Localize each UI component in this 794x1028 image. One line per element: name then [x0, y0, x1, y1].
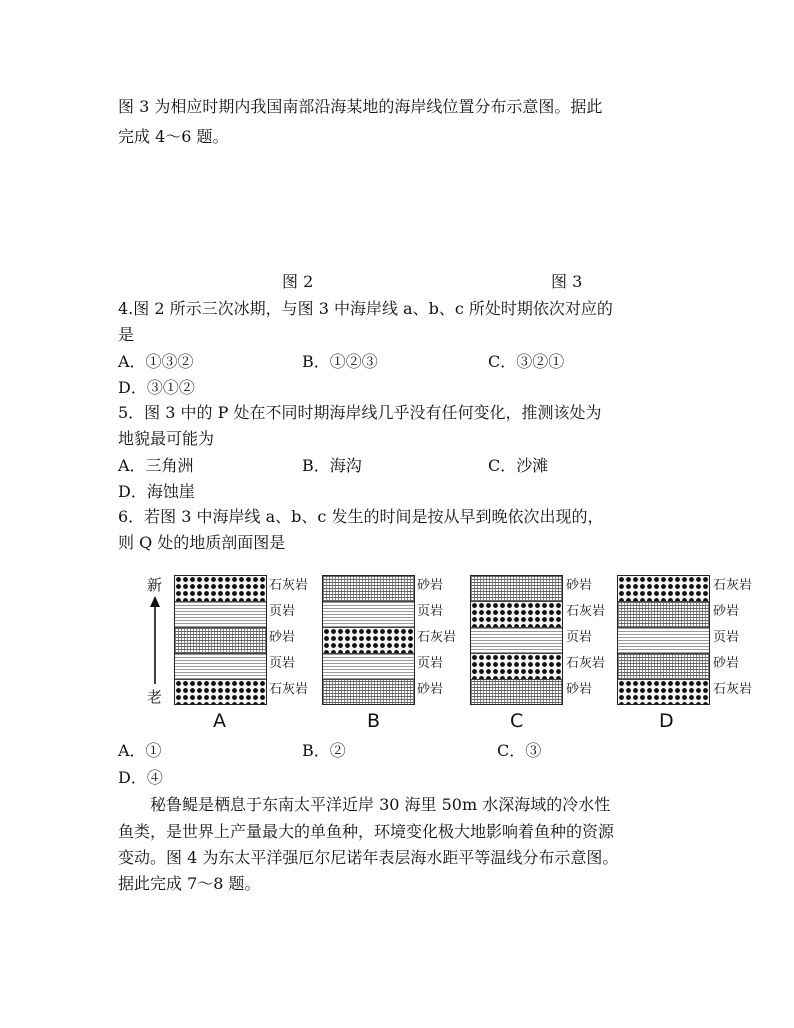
- column-a-name: A: [213, 710, 226, 732]
- column-c-layer-1: [471, 576, 562, 602]
- column-d-label-5: 石灰岩: [713, 682, 753, 697]
- column-a-label-5: 石灰岩: [269, 682, 309, 697]
- column-c-name: C: [510, 710, 524, 732]
- q5-option-d[interactable]: D．海蚀崖: [118, 482, 195, 501]
- column-d-layer-2: [618, 602, 709, 628]
- figure-2-caption: 图 2: [282, 272, 314, 291]
- axis-old-label: 老: [147, 688, 163, 706]
- intro-line-2: 完成 4～6 题。: [118, 127, 229, 146]
- passage-line-1: 秘鲁鳀是栖息于东南太平洋近岸 30 海里 50m 水深海域的冷水性: [150, 795, 611, 814]
- q6-option-a[interactable]: A．①: [118, 741, 162, 760]
- figure-3-caption: 图 3: [551, 272, 583, 291]
- column-d-label-3: 页岩: [713, 630, 740, 645]
- column-b-label-5: 砂岩: [417, 682, 444, 697]
- q6-stem-line-1: 6．若图 3 中海岸线 a、b、c 发生的时间是按从早到晚依次出现的，: [118, 507, 604, 526]
- column-a-label-3: 砂岩: [269, 630, 296, 645]
- column-b-layer-5: [323, 680, 414, 705]
- q4-stem-line-1: 4.图 2 所示三次冰期，与图 3 中海岸线 a、b、c 所处时期依次对应的: [118, 299, 613, 318]
- q4-option-d[interactable]: D．③①②: [118, 378, 195, 397]
- column-b-layer-4: [323, 654, 414, 680]
- column-b-label-3: 石灰岩: [417, 630, 457, 645]
- column-a-label-2: 页岩: [269, 604, 296, 619]
- column-a-layer-3: [175, 628, 266, 654]
- column-b-layer-2: [323, 602, 414, 628]
- column-a-layer-5: [175, 680, 266, 705]
- q4-option-a[interactable]: A．①③②: [118, 352, 194, 371]
- column-c-layer-3: [471, 628, 562, 654]
- column-d-layer-3: [618, 628, 709, 654]
- q6-option-d[interactable]: D．④: [118, 768, 163, 787]
- q4-stem-line-2: 是: [118, 325, 135, 344]
- column-d-layer-5: [618, 680, 709, 705]
- section-column-a: [174, 575, 267, 705]
- passage-line-2: 鱼类，是世界上产量最大的单鱼种，环境变化极大地影响着鱼种的资源: [118, 822, 615, 841]
- column-d-layer-1: [618, 576, 709, 602]
- age-arrow-icon: [146, 596, 166, 688]
- column-a-label-4: 页岩: [269, 656, 296, 671]
- q5-option-a[interactable]: A．三角洲: [118, 456, 194, 475]
- column-b-layer-1: [323, 576, 414, 602]
- column-d-label-1: 石灰岩: [713, 578, 753, 593]
- column-c-label-1: 砂岩: [566, 578, 593, 593]
- column-b-label-2: 页岩: [417, 604, 444, 619]
- column-d-label-4: 砂岩: [713, 656, 740, 671]
- q6-option-b[interactable]: B．②: [302, 741, 346, 760]
- column-d-layer-4: [618, 654, 709, 680]
- q4-option-b[interactable]: B．①②③: [302, 352, 378, 371]
- passage-line-3: 变动。图 4 为东太平洋强厄尔尼诺年表层海水距平等温线分布示意图。: [118, 848, 619, 867]
- column-a-layer-4: [175, 654, 266, 680]
- column-a-layer-1: [175, 576, 266, 602]
- column-c-label-2: 石灰岩: [566, 604, 606, 619]
- section-column-d: [617, 575, 710, 705]
- column-c-label-5: 砂岩: [566, 682, 593, 697]
- column-d-label-2: 砂岩: [713, 604, 740, 619]
- q6-stem-line-2: 则 Q 处的地质剖面图是: [118, 533, 286, 552]
- column-b-layer-3: [323, 628, 414, 654]
- q5-stem-line-1: 5．图 3 中的 P 处在不同时期海岸线几乎没有任何变化，推测该处为: [118, 403, 602, 422]
- column-a-layer-2: [175, 602, 266, 628]
- q6-option-c[interactable]: C．③: [497, 741, 542, 760]
- column-c-layer-5: [471, 680, 562, 705]
- column-c-layer-4: [471, 654, 562, 680]
- column-b-label-4: 页岩: [417, 656, 444, 671]
- section-column-c: [470, 575, 563, 705]
- column-a-label-1: 石灰岩: [269, 578, 309, 593]
- column-b-name: B: [367, 710, 381, 732]
- q5-stem-line-2: 地貌最可能为: [118, 429, 215, 448]
- axis-new-label: 新: [147, 576, 163, 594]
- column-b-label-1: 砂岩: [417, 578, 444, 593]
- q5-option-b[interactable]: B．海沟: [302, 456, 362, 475]
- column-c-label-4: 石灰岩: [566, 656, 606, 671]
- intro-line-1: 图 3 为相应时期内我国南部沿海某地的海岸线位置分布示意图。据此: [118, 97, 603, 116]
- passage-line-4: 据此完成 7～8 题。: [118, 874, 261, 893]
- column-d-name: D: [659, 710, 674, 732]
- section-column-b: [322, 575, 415, 705]
- q4-option-c[interactable]: C．③②①: [488, 352, 565, 371]
- column-c-layer-2: [471, 602, 562, 628]
- column-c-label-3: 页岩: [566, 630, 593, 645]
- q5-option-c[interactable]: C．沙滩: [488, 456, 549, 475]
